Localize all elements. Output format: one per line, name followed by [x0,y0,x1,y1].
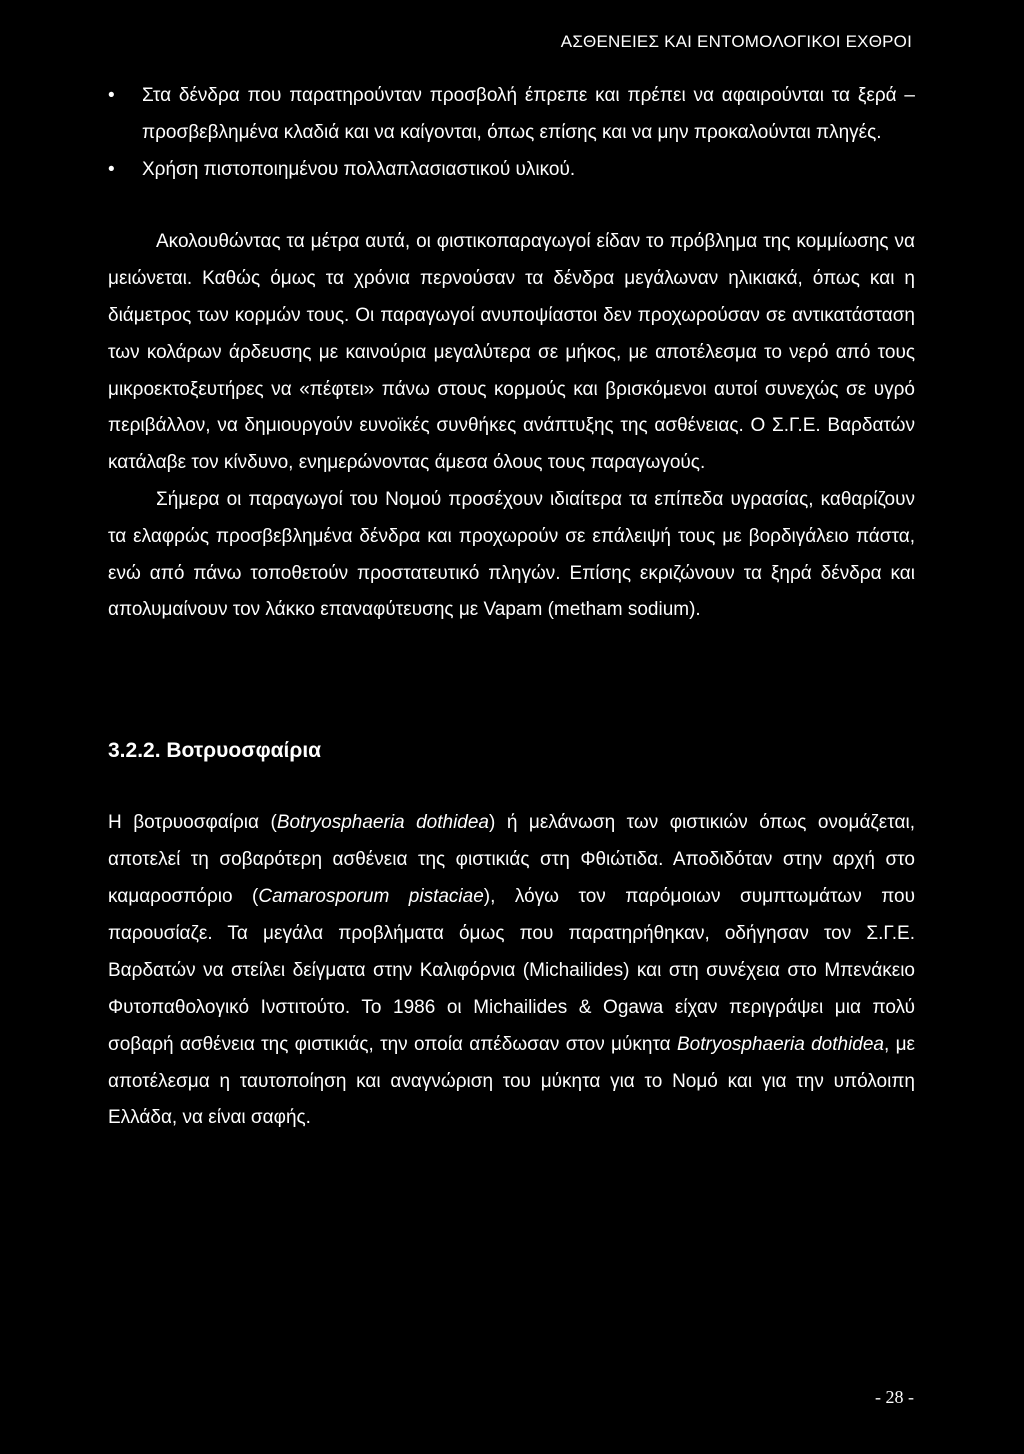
running-header: ΑΣΘΕΝΕΙΕΣ ΚΑΙ ΕΝΤΟΜΟΛΟΓΙΚΟΙ ΕΧΘΡΟΙ [560,32,912,51]
species-name: Camarosporum pistaciae [258,885,484,907]
text-run: Η βοτρυοσφαίρια ( [108,812,277,834]
section-heading: 3.2.2. Βοτρυοσφαίρια [108,739,322,763]
bullet-icon: • [108,158,115,180]
bullet-text: Στα δένδρα που παρατηρούνταν προσβολή έπρεπε και πρέπει να αφαιρούνται τα ξερά – προσβεβλημένα κλαδιά και να καίγονται, όπως επίσης και να μην προκαλούνται πληγές. [142,85,915,143]
body-paragraph: Σήμερα οι παραγωγοί του Νομού προσέχουν ιδιαίτερα τα επίπεδα υγρασίας, καθαρίζουν τα ελαφρώς προσβεβλημένα δένδρα και προχωρούν σε επάλειψή τους με βορδιγάλειο πάστα, ενώ από πάνω τοποθετούν προστατευτικό πληγών. Επίσης εκριζώνουν τα ξηρά δένδρα και απολυμαίνουν τον λάκκο επαναφύτευσης με Vapam (metham sodium). [108,488,915,621]
text-run: , με αποτέλεσμα η ταυτοποίηση και αναγνώριση του μύκητα για το Νομό και για την υπόλοιπη Ελλάδα, να είναι σαφής. [108,1033,916,1129]
page-number: - 28 - [875,1387,914,1407]
spacer [108,188,915,224]
species-name: Botryosphaeria dothidea [676,1033,884,1055]
body-paragraph: Ακολουθώντας τα μέτρα αυτά, οι φιστικοπαραγωγοί είδαν το πρόβλημα της κομμίωσης να μειώνεται. Καθώς όμως τα χρόνια περνούσαν τα δένδρα μεγάλωναν ηλικιακά, όπως και η διάμετρος των κορμών τους. Οι παραγωγοί ανυποψίαστοι δεν προχωρούσαν σε αντικατάσταση των κολάρων άρδευσης με καινούρια μεγαλύτερα σε μήκος, με αποτέλεσμα το νερό από τους μικροεκτοξευτήρες να «πέφτει» πάνω στους κορμούς και βρισκόμενοι αυτοί συνεχώς σε υγρό περιβάλλον, να δημιουργούν ευνοϊκές συνθήκες ανάπτυξης της ασθένειας. Ο Σ.Γ.Ε. Βαρδατών κατάλαβε τον κίνδυνο, ενημερώνοντας άμεσα όλους τους παραγωγούς. [108,231,915,474]
spacer [108,769,915,805]
bullet-icon: • [108,85,115,106]
bullet-text: Χρήση πιστοποιημένου πολλαπλασιαστικού υλικού. [142,158,576,180]
text-run: ) ή μελάνωση των φιστικιών όπως ονομάζεται, αποτελεί τη σοβαρότερη ασθένεια της φιστικιάς στη Φθιώτιδα. Αποδιδόταν στην αρχή στο καμαροσπόριο ( [108,812,916,907]
bullet-item [108,78,915,152]
text-run: ), λόγω τον παρόμοιων συμπτωμάτων που παρουσίαζε. Τα μεγάλα προβλήματα όμως που παρατηρήθηκαν, οδήγησαν τον Σ.Γ.Ε. Βαρδατών να στείλει δείγματα στην Καλιφόρνια (Michailides) και στη συνέχεια στο Μπενάκειο Φυτοπαθολογικό Ινστιτούτο. Το 1986 οι Michailides & Ogawa είχαν περιγράψει μια πολύ σοβαρή ασθένεια της φιστικιάς, την οποία απέδωσαν στον μύκητα [108,885,916,1055]
bullet-item [108,152,915,189]
page-content [108,78,915,1137]
section-paragraph [108,805,915,1137]
species-name: Botryosphaeria dothidea [276,812,490,834]
spacer [108,629,915,733]
